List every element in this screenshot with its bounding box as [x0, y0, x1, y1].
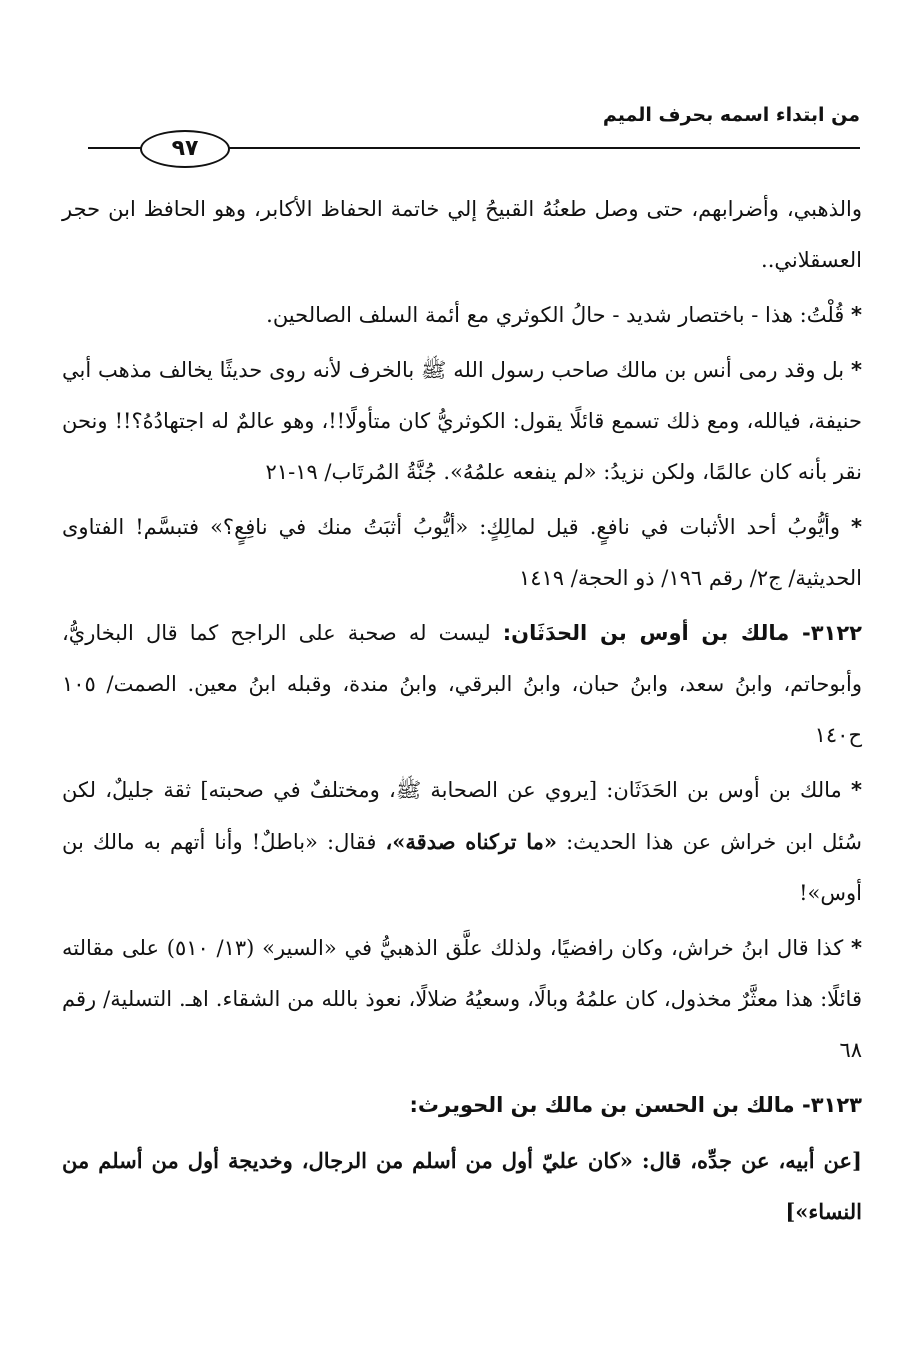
entry-3122-text: ليست له صحبة على الراجح كما قال البخاريُّ، وأبوحاتم، وابنُ سعد، وابنُ حبان، وابنُ البرقي، وابنُ مندة، وقبله ابنُ معين. الصمت/ ١٠٥ ح١٤٠: [62, 621, 862, 747]
star-marker: *: [851, 515, 862, 539]
running-head: من ابتداء اسمه بحرف الميم: [602, 104, 860, 126]
entry-3122: [62, 608, 862, 761]
paragraph-6: [62, 765, 862, 919]
star-marker: *: [851, 778, 862, 802]
paragraph-3: [62, 345, 862, 498]
paragraph-6-text-b: فقال: «باطلٌ! وأنا أتهم به مالك بن أوس»!: [62, 830, 862, 905]
paragraph-9: [عن أبيه، عن جدِّه، قال: «كان عليّ أول من أسلم من الرجال، وخديجة أول من أسلم من النساء»]: [62, 1148, 862, 1224]
paragraph-6-text-a: مالك بن أوس بن الحَدَثَان: [يروي عن الصحابة ﷺ، ومختلفٌ في صحبته] ثقة جليلٌ، لكن سُئل ابن خراش عن هذا الحديث:: [62, 778, 862, 854]
paragraph-4: [62, 502, 862, 604]
paragraph-2-text: قُلْتُ: هذا - باختصار شديد - حالُ الكوثري مع أئمة السلف الصالحين.: [266, 303, 845, 327]
star-marker: *: [851, 358, 862, 382]
page-number-badge: ٩٧: [140, 130, 230, 168]
paragraph-4-text: وأيُّوبُ أحد الأثبات في نافعٍ. قيل لمالِكٍ: «أيُّوبُ أثبَتُ منك في نافِعٍ؟» فتبسَّم! الفتاوى الحديثية/ ج٢/ رقم ١٩٦/ ذو الحجة/ ١٤١٩: [62, 515, 862, 590]
paragraph-1: والذهبي، وأضرابهم، حتى وصل طعنُهُ القبيحُ إلي خاتمة الحفاظ الأكابر، وهو الحافظ ابن حجر العسقلاني..: [62, 197, 862, 272]
entry-3123-heading: ٣١٢٣- مالك بن الحسن بن مالك بن الحويرث:: [409, 1093, 862, 1117]
paragraph-3-text: بل وقد رمى أنس بن مالك صاحب رسول الله ﷺ بالخرف لأنه روى حديثًا يخالف مذهب أبي حنيفة، فيالله، ومع ذلك تسمع قائلًا يقول: الكوثريُّ كان متأولًا!!، وهو عالمٌ له اجتهادُهُ؟!! ونحن نقر بأنه كان عالمًا، ولكن نزيدُ: «لم ينفعه علمُهُ». جُنَّةُ المُرتَاب/ ١٩-٢١: [62, 358, 862, 484]
paragraph-6-quote: «ما تركناه صدقة»،: [385, 829, 557, 854]
page-body: [62, 184, 862, 1241]
paragraph-7-text: كذا قال ابنُ خراش، وكان رافضيًا، ولذلك علَّق الذهبيُّ في «السير» (١٣/ ٥١٠) على مقالته قائلًا: هذا معثَّرٌ مخذول، كان علمُهُ وبالًا، وسعيُهُ ضلالًا، نعوذ بالله من الشقاء. اهـ. التسلية/ رقم ٦٨: [62, 936, 862, 1062]
paragraph-7: [62, 923, 862, 1076]
star-marker: *: [851, 303, 862, 327]
entry-3122-heading: ٣١٢٢- مالك بن أوس بن الحدَثَان:: [502, 621, 862, 645]
star-marker: *: [851, 936, 862, 960]
paragraph-2: [62, 290, 862, 341]
